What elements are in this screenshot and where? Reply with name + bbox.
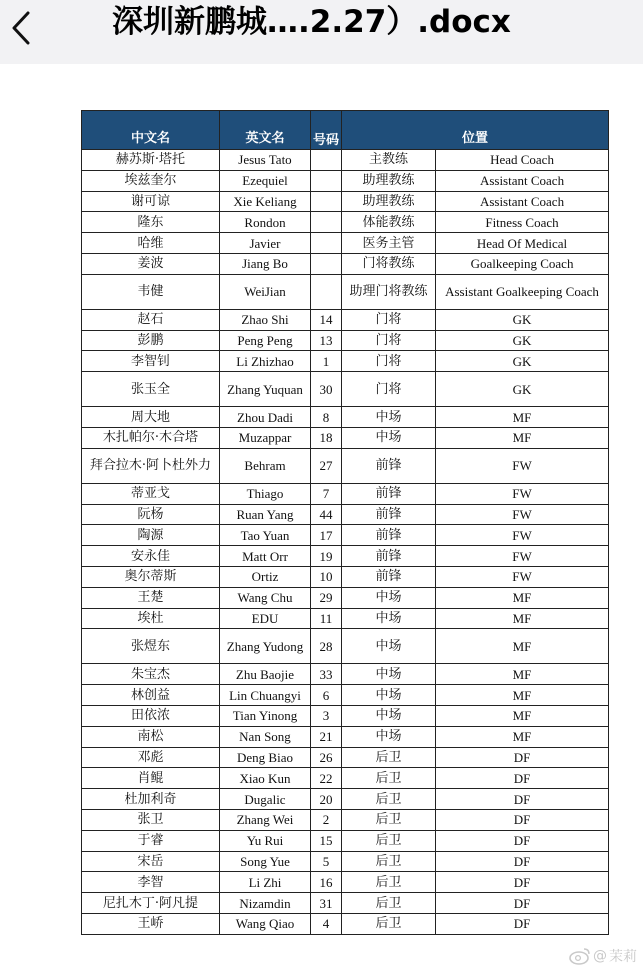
cell-position: DF bbox=[436, 893, 609, 914]
cell-english-name: Zhou Dadi bbox=[220, 407, 311, 428]
cell-position: MF bbox=[436, 629, 609, 664]
cell-role-chinese: 后卫 bbox=[342, 872, 436, 893]
cell-position: Assistant Goalkeeping Coach bbox=[436, 274, 609, 309]
chevron-left-icon bbox=[11, 11, 31, 45]
cell-english-name: Nan Song bbox=[220, 726, 311, 747]
cell-chinese-name: 赵石 bbox=[82, 309, 220, 330]
cell-position: Assistant Coach bbox=[436, 191, 609, 212]
cell-role-chinese: 门将 bbox=[342, 330, 436, 351]
cell-number: 11 bbox=[311, 608, 342, 629]
table-row bbox=[82, 872, 609, 893]
cell-chinese-name: 尼扎木丁·阿凡提 bbox=[82, 893, 220, 914]
cell-chinese-name: 李智 bbox=[82, 872, 220, 893]
cell-number bbox=[311, 233, 342, 254]
cell-number bbox=[311, 191, 342, 212]
cell-chinese-name: 肖鲲 bbox=[82, 768, 220, 789]
cell-english-name: Ruan Yang bbox=[220, 504, 311, 525]
cell-number: 17 bbox=[311, 525, 342, 546]
cell-position: FW bbox=[436, 448, 609, 483]
table-row bbox=[82, 629, 609, 664]
cell-position: MF bbox=[436, 427, 609, 448]
cell-chinese-name: 南松 bbox=[82, 726, 220, 747]
cell-position: DF bbox=[436, 872, 609, 893]
table-row bbox=[82, 427, 609, 448]
cell-position: FW bbox=[436, 525, 609, 546]
table-row bbox=[82, 913, 609, 934]
cell-number bbox=[311, 274, 342, 309]
table-row bbox=[82, 504, 609, 525]
cell-number: 29 bbox=[311, 587, 342, 608]
cell-position: DF bbox=[436, 913, 609, 934]
cell-chinese-name: 王峤 bbox=[82, 913, 220, 934]
cell-chinese-name: 木扎帕尔·木合塔 bbox=[82, 427, 220, 448]
cell-english-name: Thiago bbox=[220, 483, 311, 504]
table-row bbox=[82, 483, 609, 504]
table-row bbox=[82, 233, 609, 254]
table-row bbox=[82, 150, 609, 171]
cell-chinese-name: 朱宝杰 bbox=[82, 664, 220, 685]
cell-number bbox=[311, 170, 342, 191]
cell-chinese-name: 陶源 bbox=[82, 525, 220, 546]
back-button[interactable] bbox=[6, 8, 36, 48]
cell-english-name: Tao Yuan bbox=[220, 525, 311, 546]
cell-chinese-name: 张玉全 bbox=[82, 372, 220, 407]
watermark-text: 茉莉 bbox=[609, 949, 637, 965]
cell-english-name: Xie Keliang bbox=[220, 191, 311, 212]
cell-role-chinese: 门将 bbox=[342, 351, 436, 372]
cell-number: 13 bbox=[311, 330, 342, 351]
table-row bbox=[82, 212, 609, 233]
table-row bbox=[82, 851, 609, 872]
cell-position: DF bbox=[436, 768, 609, 789]
cell-english-name: Jiang Bo bbox=[220, 253, 311, 274]
cell-position: DF bbox=[436, 851, 609, 872]
cell-english-name: Li Zhizhao bbox=[220, 351, 311, 372]
header-english-name: 英文名 bbox=[220, 111, 311, 150]
cell-chinese-name: 安永佳 bbox=[82, 546, 220, 567]
cell-position: MF bbox=[436, 608, 609, 629]
cell-position: FW bbox=[436, 483, 609, 504]
cell-chinese-name: 埃杜 bbox=[82, 608, 220, 629]
cell-chinese-name: 姜波 bbox=[82, 253, 220, 274]
cell-number: 4 bbox=[311, 913, 342, 934]
cell-number: 3 bbox=[311, 705, 342, 726]
cell-role-chinese: 中场 bbox=[342, 705, 436, 726]
cell-number: 2 bbox=[311, 809, 342, 830]
cell-chinese-name: 彭鹏 bbox=[82, 330, 220, 351]
cell-number: 20 bbox=[311, 789, 342, 810]
cell-position: GK bbox=[436, 351, 609, 372]
cell-position: DF bbox=[436, 789, 609, 810]
cell-role-chinese: 后卫 bbox=[342, 851, 436, 872]
cell-position: Fitness Coach bbox=[436, 212, 609, 233]
cell-position: DF bbox=[436, 747, 609, 768]
cell-number: 31 bbox=[311, 893, 342, 914]
cell-chinese-name: 隆东 bbox=[82, 212, 220, 233]
cell-number: 14 bbox=[311, 309, 342, 330]
cell-english-name: Tian Yinong bbox=[220, 705, 311, 726]
table-row bbox=[82, 274, 609, 309]
cell-chinese-name: 阮杨 bbox=[82, 504, 220, 525]
cell-role-chinese: 中场 bbox=[342, 608, 436, 629]
cell-number: 26 bbox=[311, 747, 342, 768]
cell-position: GK bbox=[436, 372, 609, 407]
cell-chinese-name: 哈维 bbox=[82, 233, 220, 254]
cell-number: 10 bbox=[311, 566, 342, 587]
cell-chinese-name: 林创益 bbox=[82, 685, 220, 706]
table-row bbox=[82, 809, 609, 830]
cell-role-chinese: 后卫 bbox=[342, 913, 436, 934]
cell-role-chinese: 门将教练 bbox=[342, 253, 436, 274]
cell-role-chinese: 体能教练 bbox=[342, 212, 436, 233]
table-row bbox=[82, 351, 609, 372]
cell-role-chinese: 前锋 bbox=[342, 546, 436, 567]
cell-role-chinese: 前锋 bbox=[342, 504, 436, 525]
cell-number: 16 bbox=[311, 872, 342, 893]
cell-role-chinese: 后卫 bbox=[342, 809, 436, 830]
cell-number: 27 bbox=[311, 448, 342, 483]
cell-position: MF bbox=[436, 587, 609, 608]
cell-role-chinese: 门将 bbox=[342, 372, 436, 407]
cell-position: MF bbox=[436, 726, 609, 747]
cell-position: FW bbox=[436, 504, 609, 525]
table-row bbox=[82, 330, 609, 351]
cell-number: 8 bbox=[311, 407, 342, 428]
cell-role-chinese: 助理门将教练 bbox=[342, 274, 436, 309]
table-row bbox=[82, 893, 609, 914]
table-row bbox=[82, 768, 609, 789]
cell-number: 33 bbox=[311, 664, 342, 685]
cell-english-name: Song Yue bbox=[220, 851, 311, 872]
cell-role-chinese: 中场 bbox=[342, 407, 436, 428]
table-row bbox=[82, 525, 609, 546]
cell-role-chinese: 后卫 bbox=[342, 789, 436, 810]
table-row bbox=[82, 587, 609, 608]
cell-english-name: Rondon bbox=[220, 212, 311, 233]
cell-position: Goalkeeping Coach bbox=[436, 253, 609, 274]
cell-position: MF bbox=[436, 685, 609, 706]
cell-role-chinese: 中场 bbox=[342, 664, 436, 685]
table-row bbox=[82, 566, 609, 587]
cell-english-name: Li Zhi bbox=[220, 872, 311, 893]
cell-chinese-name: 于睿 bbox=[82, 830, 220, 851]
cell-position: DF bbox=[436, 809, 609, 830]
cell-english-name: Dugalic bbox=[220, 789, 311, 810]
roster-body bbox=[82, 150, 609, 935]
cell-role-chinese: 医务主管 bbox=[342, 233, 436, 254]
table-row bbox=[82, 448, 609, 483]
cell-chinese-name: 韦健 bbox=[82, 274, 220, 309]
cell-role-chinese: 前锋 bbox=[342, 525, 436, 546]
header-number: 号码 bbox=[311, 111, 342, 150]
cell-chinese-name: 拜合拉木·阿卜杜外力 bbox=[82, 448, 220, 483]
cell-number: 30 bbox=[311, 372, 342, 407]
cell-role-chinese: 助理教练 bbox=[342, 170, 436, 191]
cell-role-chinese: 后卫 bbox=[342, 768, 436, 789]
cell-chinese-name: 李智钊 bbox=[82, 351, 220, 372]
header-position: 位置 bbox=[342, 111, 609, 150]
table-row bbox=[82, 726, 609, 747]
cell-role-chinese: 中场 bbox=[342, 629, 436, 664]
cell-english-name: Ezequiel bbox=[220, 170, 311, 191]
cell-english-name: Ortiz bbox=[220, 566, 311, 587]
cell-number: 18 bbox=[311, 427, 342, 448]
cell-role-chinese: 后卫 bbox=[342, 747, 436, 768]
cell-role-chinese: 前锋 bbox=[342, 448, 436, 483]
watermark bbox=[569, 945, 637, 967]
table-row bbox=[82, 705, 609, 726]
cell-role-chinese: 门将 bbox=[342, 309, 436, 330]
cell-english-name: Zhang Yudong bbox=[220, 629, 311, 664]
cell-english-name: Deng Biao bbox=[220, 747, 311, 768]
cell-chinese-name: 邓彪 bbox=[82, 747, 220, 768]
cell-english-name: Matt Orr bbox=[220, 546, 311, 567]
table-row bbox=[82, 191, 609, 212]
cell-chinese-name: 周大地 bbox=[82, 407, 220, 428]
watermark-at: @ bbox=[593, 948, 607, 964]
cell-number: 21 bbox=[311, 726, 342, 747]
cell-role-chinese: 主教练 bbox=[342, 150, 436, 171]
cell-role-chinese: 中场 bbox=[342, 685, 436, 706]
cell-chinese-name: 奥尔蒂斯 bbox=[82, 566, 220, 587]
cell-english-name: Wang Qiao bbox=[220, 913, 311, 934]
cell-chinese-name: 宋岳 bbox=[82, 851, 220, 872]
cell-english-name: EDU bbox=[220, 608, 311, 629]
cell-role-chinese: 中场 bbox=[342, 587, 436, 608]
cell-role-chinese: 中场 bbox=[342, 427, 436, 448]
document-title: 深圳新鹏城….2.27）.docx bbox=[112, 4, 511, 40]
cell-role-chinese: 前锋 bbox=[342, 483, 436, 504]
table-row bbox=[82, 253, 609, 274]
table-row bbox=[82, 789, 609, 810]
cell-number: 5 bbox=[311, 851, 342, 872]
cell-role-chinese: 中场 bbox=[342, 726, 436, 747]
cell-english-name: Zhang Yuquan bbox=[220, 372, 311, 407]
weibo-logo-icon bbox=[569, 947, 591, 965]
cell-english-name: Xiao Kun bbox=[220, 768, 311, 789]
table-header-row bbox=[82, 111, 609, 150]
table-row bbox=[82, 608, 609, 629]
table-row bbox=[82, 830, 609, 851]
cell-english-name: Nizamdin bbox=[220, 893, 311, 914]
cell-position: MF bbox=[436, 664, 609, 685]
cell-position: Head Of Medical bbox=[436, 233, 609, 254]
cell-number: 22 bbox=[311, 768, 342, 789]
cell-chinese-name: 杜加利奇 bbox=[82, 789, 220, 810]
cell-english-name: Yu Rui bbox=[220, 830, 311, 851]
cell-position: FW bbox=[436, 566, 609, 587]
cell-english-name: WeiJian bbox=[220, 274, 311, 309]
cell-position: FW bbox=[436, 546, 609, 567]
table-row bbox=[82, 546, 609, 567]
cell-number: 15 bbox=[311, 830, 342, 851]
cell-number bbox=[311, 150, 342, 171]
table-row bbox=[82, 372, 609, 407]
cell-position: DF bbox=[436, 830, 609, 851]
cell-english-name: Javier bbox=[220, 233, 311, 254]
cell-number: 44 bbox=[311, 504, 342, 525]
cell-english-name: Zhang Wei bbox=[220, 809, 311, 830]
cell-position: GK bbox=[436, 330, 609, 351]
cell-chinese-name: 田依浓 bbox=[82, 705, 220, 726]
cell-english-name: Behram bbox=[220, 448, 311, 483]
cell-number: 6 bbox=[311, 685, 342, 706]
cell-chinese-name: 埃兹奎尔 bbox=[82, 170, 220, 191]
cell-english-name: Peng Peng bbox=[220, 330, 311, 351]
cell-number: 1 bbox=[311, 351, 342, 372]
cell-role-chinese: 助理教练 bbox=[342, 191, 436, 212]
table-row bbox=[82, 685, 609, 706]
cell-number: 19 bbox=[311, 546, 342, 567]
cell-english-name: Lin Chuangyi bbox=[220, 685, 311, 706]
cell-position: Head Coach bbox=[436, 150, 609, 171]
table-row bbox=[82, 170, 609, 191]
cell-number: 28 bbox=[311, 629, 342, 664]
cell-chinese-name: 张卫 bbox=[82, 809, 220, 830]
cell-role-chinese: 前锋 bbox=[342, 566, 436, 587]
top-bar bbox=[0, 0, 643, 64]
roster-table bbox=[81, 110, 609, 935]
cell-chinese-name: 王楚 bbox=[82, 587, 220, 608]
table-row bbox=[82, 664, 609, 685]
table-row bbox=[82, 747, 609, 768]
cell-chinese-name: 谢可谅 bbox=[82, 191, 220, 212]
cell-number: 7 bbox=[311, 483, 342, 504]
cell-position: GK bbox=[436, 309, 609, 330]
cell-english-name: Jesus Tato bbox=[220, 150, 311, 171]
cell-english-name: Zhao Shi bbox=[220, 309, 311, 330]
cell-number bbox=[311, 212, 342, 233]
cell-english-name: Zhu Baojie bbox=[220, 664, 311, 685]
cell-chinese-name: 张煜东 bbox=[82, 629, 220, 664]
cell-english-name: Muzappar bbox=[220, 427, 311, 448]
cell-chinese-name: 赫苏斯·塔托 bbox=[82, 150, 220, 171]
cell-position: MF bbox=[436, 407, 609, 428]
table-row bbox=[82, 309, 609, 330]
cell-position: MF bbox=[436, 705, 609, 726]
cell-position: Assistant Coach bbox=[436, 170, 609, 191]
cell-chinese-name: 蒂亚戈 bbox=[82, 483, 220, 504]
cell-english-name: Wang Chu bbox=[220, 587, 311, 608]
header-chinese-name: 中文名 bbox=[82, 111, 220, 150]
table-row bbox=[82, 407, 609, 428]
cell-number bbox=[311, 253, 342, 274]
cell-role-chinese: 后卫 bbox=[342, 830, 436, 851]
cell-role-chinese: 后卫 bbox=[342, 893, 436, 914]
